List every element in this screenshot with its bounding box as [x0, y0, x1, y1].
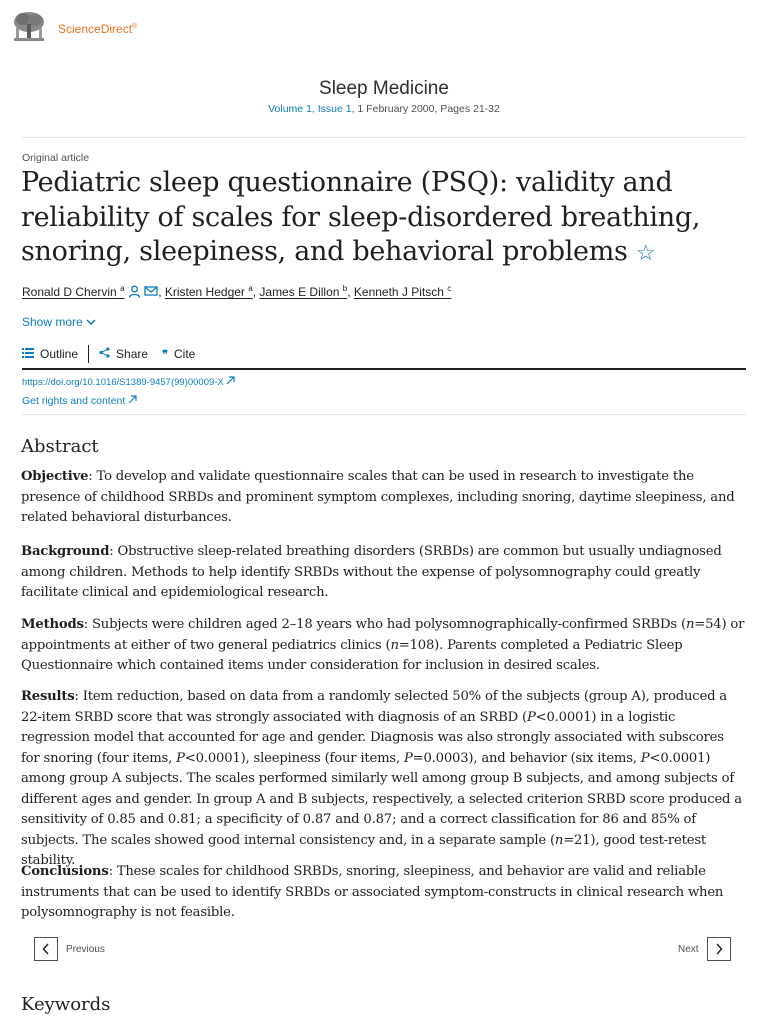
- toolbar-divider: [22, 368, 746, 370]
- previous-button[interactable]: [34, 937, 105, 961]
- abstract-results: Results: Item reduction, based on data from a randomly selected 50% of the subjects (group A), produced a 22-item SRBD score that was strongly associated with diagnosis of an SRBD (P<0.0001) in a logistic regression model that accounted for age and gender. Diagnosis was also strongly associated with subscores for snoring (four items, P<0.0001), sleepiness (four items, P=0.0003), and behavior (six items, P<0.0001) among group A subjects. The scales performed similarly well among group B subjects, and among subjects of different ages and gender. In group A and B subjects, respectively, a selected criterion SRBD score produced a sensitivity of 0.85 and 0.81; a specificity of 0.87 and 0.87; and a correct classification for 86 and 85% of subjects. The scales showed good internal consistency and, in a separate sample (n=21), good test-retest stability.: [21, 689, 742, 868]
- external-link-icon: [128, 395, 137, 407]
- show-more-button[interactable]: Show more: [22, 315, 96, 329]
- cite-button[interactable]: ❞ Cite: [162, 347, 196, 361]
- external-link-icon: [226, 377, 235, 388]
- issue-info: [0, 103, 768, 115]
- person-icon[interactable]: [128, 285, 141, 301]
- divider: [22, 414, 746, 415]
- author-link[interactable]: Ronald D Chervin $^a$: [22, 284, 125, 299]
- article-title: [21, 166, 721, 272]
- article-title-text: Pediatric sleep questionnaire (PSQ): validity and reliability of scales for sleep-disordered breathing, snoring, sleepiness, and behavioral problems: [21, 167, 701, 267]
- keywords-heading: Keywords: [21, 994, 111, 1015]
- star-outline-icon[interactable]: ☆: [635, 241, 656, 266]
- author-link[interactable]: Kenneth J Pitsch $^c$: [353, 284, 452, 299]
- abstract-background: Background: Obstructive sleep-related breathing disorders (SRBDs) are common but usually undiagnosed among children. Methods to help identify SRBDs without the expense of polysomnography could greatly facilitate clinical and epidemiological research.: [21, 544, 722, 600]
- abstract-methods: Methods: Subjects were children aged 2–18 years who had polysomnographically-confirmed SRBDs (n=54) or appointments at either of two general pediatrics clinics (n=108). Parents completed a Pediatric Sleep Questionnaire which contained items under consideration for inclusion in desired scales.: [21, 617, 745, 673]
- sciencedirect-brand[interactable]: ScienceDirect®: [58, 22, 138, 36]
- elsevier-tree-logo[interactable]: [10, 10, 48, 44]
- next-label: Next: [678, 943, 699, 955]
- toolbar-separator: [88, 345, 89, 363]
- abstract-conclusions: Conclusions: These scales for childhood SRBDs, snoring, sleepiness, and behavior are valid and reliable instruments that can be used to identify SRBDs or associated symptom-constructs in clinical research when polysomnography is not feasible.: [21, 864, 724, 920]
- article-toolbar: [22, 345, 195, 363]
- issue-link[interactable]: Volume 1, Issue 1: [268, 103, 352, 115]
- issue-details: , 1 February 2000, Pages 21-32: [351, 103, 500, 115]
- author-list: Ronald D Chervin $^a$ , Kristen Hedger $^a$, James E Dillon $^b$, Kenneth J Pitsch $^c$: [22, 284, 452, 299]
- next-button[interactable]: [678, 937, 731, 961]
- chevron-left-icon: [34, 937, 58, 961]
- share-icon: [99, 347, 110, 361]
- share-button[interactable]: Share: [99, 347, 148, 361]
- author-link[interactable]: Kristen Hedger $^a$: [164, 284, 253, 299]
- divider: [22, 137, 746, 138]
- outline-button[interactable]: Outline: [22, 347, 78, 361]
- rights-link[interactable]: Get rights and content: [22, 395, 137, 407]
- previous-label: Previous: [66, 943, 105, 955]
- abstract-objective: Objective: To develop and validate questionnaire scales that can be used in research to investigate the presence of childhood SRBDs and prominent symptom complexes, including snoring, daytime sleepiness, and related behavioral disturbances.: [21, 469, 735, 525]
- article-type: Original article: [22, 152, 90, 164]
- journal-title[interactable]: Sleep Medicine: [319, 78, 449, 99]
- author-link[interactable]: James E Dillon $^b$: [259, 284, 348, 299]
- email-icon[interactable]: [144, 285, 158, 300]
- chevron-down-icon: [86, 315, 96, 329]
- abstract-heading: Abstract: [21, 436, 99, 457]
- chevron-right-icon: [707, 937, 731, 961]
- list-icon: [22, 347, 34, 361]
- quote-icon: ❞: [162, 348, 168, 361]
- doi-link[interactable]: https://doi.org/10.1016/S1389-9457(99)00009-X: [22, 376, 235, 388]
